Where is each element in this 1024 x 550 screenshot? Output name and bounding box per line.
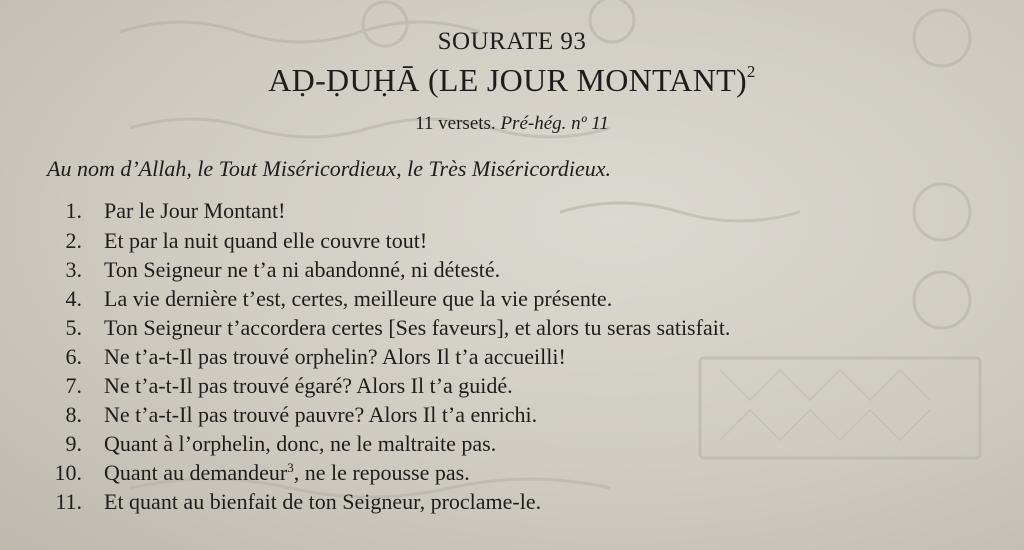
verse-footnote-marker: 3 bbox=[287, 460, 294, 475]
verse-number: 4. bbox=[65, 286, 82, 311]
verse bbox=[0, 431, 1000, 458]
verse-text: Par le Jour Montant! bbox=[104, 198, 286, 223]
verse bbox=[0, 373, 1000, 400]
verse bbox=[0, 198, 1000, 225]
verse-text: Ton Seigneur t’accordera certes [Ses faveurs], et alors tu seras satisfait. bbox=[104, 315, 731, 340]
surah-meta bbox=[0, 113, 1024, 135]
basmala: Au nom d’Allah, le Tout Miséricordieux, le Très Miséricordieux. bbox=[47, 156, 611, 181]
verse-text: Ne t’a-t-Il pas trouvé égaré? Alors Il t’a guidé. bbox=[104, 373, 513, 398]
verse bbox=[0, 257, 1000, 284]
surah-title bbox=[0, 62, 1024, 99]
verse-number: 8. bbox=[65, 402, 82, 427]
verse bbox=[0, 286, 1000, 313]
verse-number: 6. bbox=[65, 344, 82, 369]
verse-text: Et quant au bienfait de ton Seigneur, proclame-le. bbox=[104, 489, 542, 514]
verse-text: Ne t’a-t-Il pas trouvé pauvre? Alors Il t’a enrichi. bbox=[104, 402, 538, 427]
verse bbox=[0, 402, 1000, 429]
verse-number: 5. bbox=[65, 315, 82, 340]
verse-text bbox=[104, 460, 470, 486]
verse-number: 9. bbox=[65, 431, 82, 456]
verse-text-part: Quant au demandeur bbox=[104, 460, 288, 485]
verse-text: Ton Seigneur ne t’a ni abandonné, ni détesté. bbox=[104, 257, 501, 282]
surah-title-text: AḌ-ḌUḤĀ (LE JOUR MONTANT) bbox=[268, 62, 747, 98]
verse-count: 11 versets. bbox=[415, 113, 496, 134]
verse bbox=[0, 460, 1000, 487]
verse-text: La vie dernière t’est, certes, meilleure que la vie présente. bbox=[104, 286, 613, 311]
verse-number: 1. bbox=[65, 198, 82, 223]
verse-number: 2. bbox=[65, 228, 82, 253]
verse-number: 10. bbox=[54, 460, 82, 485]
verse-number: 3. bbox=[65, 257, 82, 282]
verse bbox=[0, 228, 1000, 255]
verse-number: 11. bbox=[55, 489, 82, 514]
verse-text: Ne t’a-t-Il pas trouvé orphelin? Alors Il t’a accueilli! bbox=[104, 344, 566, 369]
verse bbox=[0, 315, 1000, 342]
surah-number: SOURATE 93 bbox=[437, 28, 587, 55]
verse bbox=[0, 344, 1000, 371]
revelation-order: Pré-hég. nº 11 bbox=[500, 113, 609, 134]
verse-text: Et par la nuit quand elle couvre tout! bbox=[104, 228, 428, 253]
title-footnote-marker: 2 bbox=[746, 62, 756, 81]
verse-number: 7. bbox=[65, 373, 82, 398]
verse-text: Quant à l’orphelin, donc, ne le maltraite pas. bbox=[104, 431, 497, 456]
verse bbox=[0, 489, 1000, 516]
verse-text-part: , ne le repousse pas. bbox=[293, 460, 470, 485]
